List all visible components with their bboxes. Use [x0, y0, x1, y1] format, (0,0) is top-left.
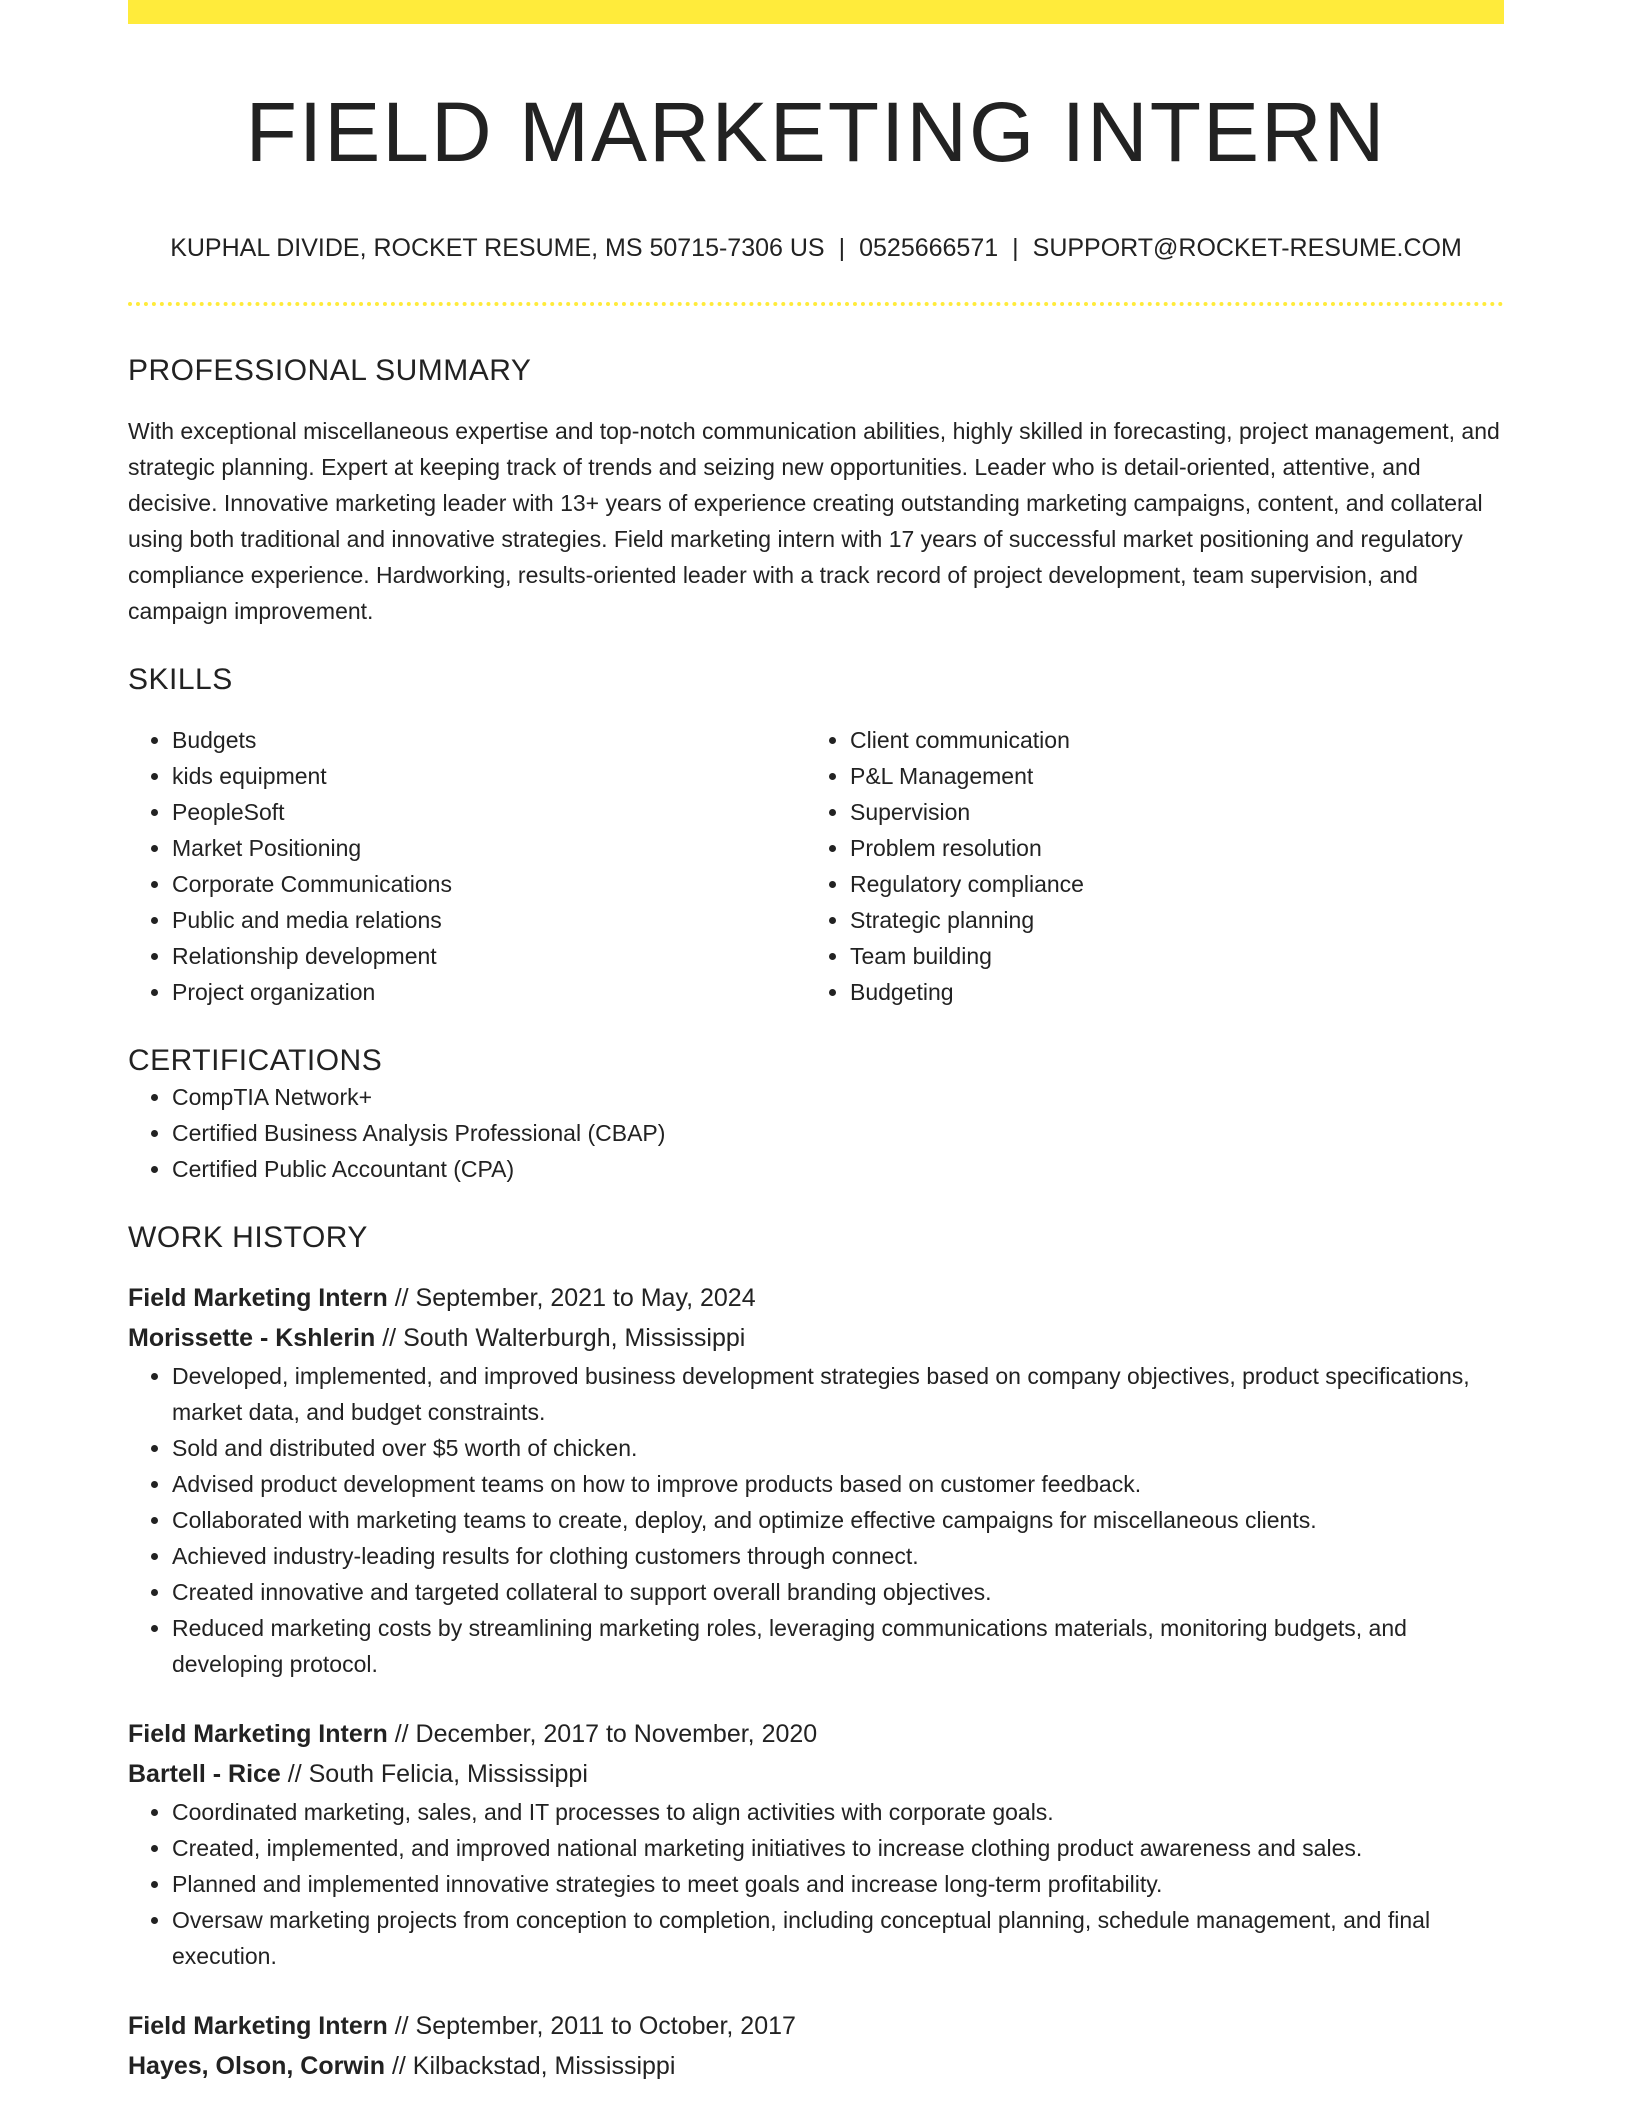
- skills-column-left: [128, 722, 806, 1010]
- skill-item: • Strategic planning: [850, 902, 1484, 938]
- duty-item: • Advised product development teams on how to improve products based on customer feedback.: [172, 1466, 1504, 1502]
- skill-item: • Supervision: [850, 794, 1484, 830]
- skill-item: • PeopleSoft: [172, 794, 806, 830]
- job-company-line: [128, 1318, 1504, 1358]
- skill-item: • Team building: [850, 938, 1484, 974]
- duty-item: • Collaborated with marketing teams to create, deploy, and optimize effective campaigns for miscellaneous clients.: [172, 1502, 1504, 1538]
- skill-item: • Budgets: [172, 722, 806, 758]
- skill-item: • Relationship development: [172, 938, 806, 974]
- skill-item: • Market Positioning: [172, 830, 806, 866]
- job-title: Field Marketing Intern: [128, 1283, 388, 1312]
- skills-column-right: [806, 722, 1484, 1010]
- skill-item: • Regulatory compliance: [850, 866, 1484, 902]
- skill-item: • Corporate Communications: [172, 866, 806, 902]
- duty-item: • Sold and distributed over $5 worth of chicken.: [172, 1430, 1504, 1466]
- job-location: // South Walterburgh, Mississippi: [382, 1323, 746, 1352]
- contact-phone: 0525666571: [859, 233, 999, 262]
- certification-item: • CompTIA Network+: [172, 1079, 1504, 1115]
- job-entry: [128, 1278, 1504, 1682]
- job-dates: // December, 2017 to November, 2020: [394, 1719, 818, 1748]
- duty-item: • Achieved industry-leading results for clothing customers through connect.: [172, 1538, 1504, 1574]
- job-title-line: [128, 2006, 1504, 2046]
- duty-item: • Reduced marketing costs by streamlining marketing roles, leveraging communications materials, monitoring budgets, and developing protocol.: [172, 1610, 1504, 1682]
- job-dates: // September, 2021 to May, 2024: [394, 1283, 756, 1312]
- job-title-line: [128, 1714, 1504, 1754]
- job-company-line: [128, 2046, 1504, 2086]
- duty-item: • Developed, implemented, and improved business development strategies based on company objectives, product specifications, market data, and budget constraints.: [172, 1358, 1504, 1430]
- duty-item: • Oversaw marketing projects from conception to completion, including conceptual planning, schedule management, and final execution.: [172, 1902, 1504, 1974]
- job-entry: [128, 1714, 1504, 1974]
- skills-heading: SKILLS: [128, 662, 233, 696]
- duty-item: • Coordinated marketing, sales, and IT processes to align activities with corporate goals.: [172, 1794, 1504, 1830]
- skill-item: • Budgeting: [850, 974, 1484, 1010]
- skill-item: • kids equipment: [172, 758, 806, 794]
- skill-item: • Problem resolution: [850, 830, 1484, 866]
- job-company-line: [128, 1754, 1504, 1794]
- job-title: Field Marketing Intern: [128, 2011, 388, 2040]
- certification-item: • Certified Business Analysis Professional (CBAP): [172, 1115, 1504, 1151]
- skill-item: • Client communication: [850, 722, 1484, 758]
- accent-bar: [128, 0, 1504, 24]
- skills-list: [128, 722, 1504, 1010]
- contact-address: KUPHAL DIVIDE, ROCKET RESUME, MS 50715-7306 US: [170, 233, 825, 262]
- contact-line: [128, 233, 1504, 263]
- skill-item: • Public and media relations: [172, 902, 806, 938]
- job-duties: [128, 1794, 1504, 1974]
- job-company: Bartell - Rice: [128, 1759, 281, 1788]
- job-company: Morissette - Kshlerin: [128, 1323, 376, 1352]
- summary-text: With exceptional miscellaneous expertise and top-notch communication abilities, highly skilled in forecasting, project management, and strategic planning. Expert at keeping track of trends and seizing new opportunities. Leader who is detail-oriented, attentive, and decisive. Innovative marketing leader with 13+ years of experience creating outstanding marketing campaigns, content, and collateral using both traditional and innovative strategies. Field marketing intern with 17 years of successful market positioning and regulatory compliance experience. Hardworking, results-oriented leader with a track record of project development, team supervision, and campaign improvement.: [128, 417, 1500, 624]
- skill-item: • P&L Management: [850, 758, 1484, 794]
- job-dates: // September, 2011 to October, 2017: [394, 2011, 796, 2040]
- duty-item: • Created innovative and targeted collateral to support overall branding objectives.: [172, 1574, 1504, 1610]
- contact-separator: |: [1012, 233, 1019, 262]
- job-location: // South Felicia, Mississippi: [287, 1759, 588, 1788]
- summary-heading: PROFESSIONAL SUMMARY: [128, 353, 532, 387]
- resume-name: FIELD MARKETING INTERN: [245, 85, 1387, 179]
- duty-item: • Created, implemented, and improved national marketing initiatives to increase clothing product awareness and sales.: [172, 1830, 1504, 1866]
- certification-item: • Certified Public Accountant (CPA): [172, 1151, 1504, 1187]
- job-location: // Kilbackstad, Mississippi: [391, 2051, 676, 2080]
- certifications-list: [128, 1079, 1504, 1187]
- skill-item: • Project organization: [172, 974, 806, 1010]
- contact-separator: |: [838, 233, 846, 262]
- certifications-heading: CERTIFICATIONS: [128, 1043, 383, 1077]
- job-company: Hayes, Olson, Corwin: [128, 2051, 386, 2080]
- work-history-heading: WORK HISTORY: [128, 1220, 368, 1254]
- job-title-line: [128, 1278, 1504, 1318]
- contact-email: SUPPORT@ROCKET-RESUME.COM: [1032, 233, 1462, 262]
- job-duties: [128, 1358, 1504, 1682]
- duty-item: • Planned and implemented innovative strategies to meet goals and increase long-term profitability.: [172, 1866, 1504, 1902]
- header-divider: [128, 302, 1504, 306]
- job-title: Field Marketing Intern: [128, 1719, 388, 1748]
- resume-page: [128, 0, 1504, 2086]
- job-entry: [128, 2006, 1504, 2086]
